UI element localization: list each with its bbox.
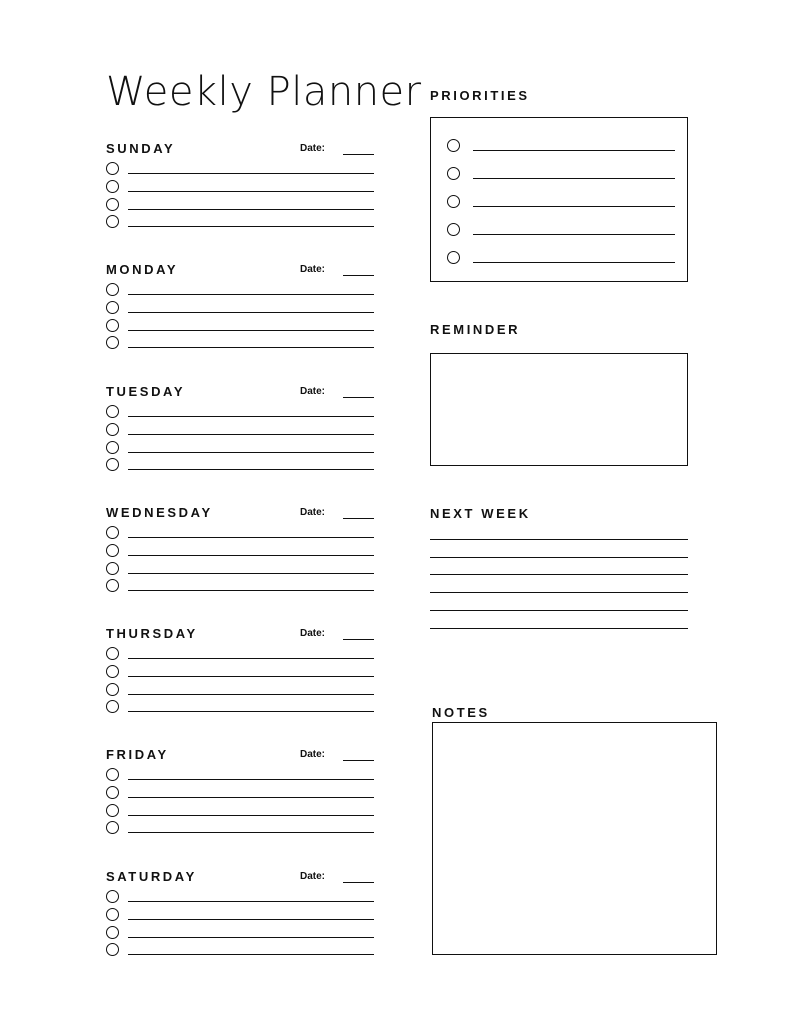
- priority-line[interactable]: [473, 206, 675, 207]
- task-item[interactable]: [106, 821, 374, 837]
- date-field[interactable]: [343, 760, 374, 761]
- day-heading: SUNDAY: [106, 141, 176, 156]
- task-line[interactable]: [128, 676, 374, 677]
- checkbox-circle-icon[interactable]: [106, 162, 119, 175]
- day-heading: WEDNESDAY: [106, 505, 213, 520]
- day-heading: MONDAY: [106, 262, 179, 277]
- checkbox-circle-icon[interactable]: [106, 579, 119, 592]
- task-line[interactable]: [128, 555, 374, 556]
- task-line[interactable]: [128, 312, 374, 313]
- task-item[interactable]: [106, 786, 374, 802]
- day-heading: TUESDAY: [106, 384, 186, 399]
- task-line[interactable]: [128, 797, 374, 798]
- next-week-line[interactable]: [430, 539, 688, 540]
- checkbox-circle-icon[interactable]: [106, 562, 119, 575]
- reminder-box[interactable]: [430, 353, 688, 466]
- task-line[interactable]: [128, 347, 374, 348]
- task-line[interactable]: [128, 226, 374, 227]
- day-section-sunday: [106, 142, 374, 262]
- notes-box[interactable]: [432, 722, 717, 955]
- task-line[interactable]: [128, 919, 374, 920]
- checkbox-circle-icon[interactable]: [106, 423, 119, 436]
- task-item[interactable]: [106, 301, 374, 317]
- checkbox-circle-icon[interactable]: [106, 786, 119, 799]
- next-week-heading: NEXT WEEK: [430, 506, 531, 521]
- checkbox-circle-icon[interactable]: [106, 683, 119, 696]
- checkbox-circle-icon[interactable]: [106, 926, 119, 939]
- checkbox-circle-icon[interactable]: [106, 301, 119, 314]
- checkbox-circle-icon[interactable]: [106, 804, 119, 817]
- checkbox-circle-icon[interactable]: [447, 167, 460, 180]
- checkbox-circle-icon[interactable]: [106, 526, 119, 539]
- task-item[interactable]: [106, 423, 374, 439]
- task-line[interactable]: [128, 832, 374, 833]
- task-line[interactable]: [128, 173, 374, 174]
- task-line[interactable]: [128, 658, 374, 659]
- date-label: Date:: [300, 749, 326, 760]
- date-field[interactable]: [343, 397, 374, 398]
- date-label: Date:: [300, 143, 326, 154]
- task-line[interactable]: [128, 815, 374, 816]
- task-item[interactable]: [106, 700, 374, 716]
- day-section-thursday: [106, 627, 374, 747]
- task-item[interactable]: [106, 665, 374, 681]
- task-item[interactable]: [106, 908, 374, 924]
- checkbox-circle-icon[interactable]: [106, 319, 119, 332]
- task-item[interactable]: [106, 768, 374, 784]
- checkbox-circle-icon[interactable]: [106, 458, 119, 471]
- date-field[interactable]: [343, 518, 374, 519]
- reminder-heading: REMINDER: [430, 322, 521, 337]
- next-week-line[interactable]: [430, 592, 688, 593]
- date-label: Date:: [300, 264, 326, 275]
- checkbox-circle-icon[interactable]: [106, 700, 119, 713]
- checkbox-circle-icon[interactable]: [106, 336, 119, 349]
- task-line[interactable]: [128, 590, 374, 591]
- priority-item[interactable]: [447, 195, 677, 211]
- next-week-line[interactable]: [430, 628, 688, 629]
- day-section-tuesday: [106, 385, 374, 505]
- checkbox-circle-icon[interactable]: [106, 198, 119, 211]
- day-section-monday: [106, 263, 374, 383]
- task-line[interactable]: [128, 209, 374, 210]
- task-item[interactable]: [106, 926, 374, 942]
- date-field[interactable]: [343, 639, 374, 640]
- task-item[interactable]: [106, 319, 374, 335]
- checkbox-circle-icon[interactable]: [106, 283, 119, 296]
- next-week-line[interactable]: [430, 574, 688, 575]
- page-title: Weekly Planner: [106, 69, 422, 115]
- date-label: Date:: [300, 507, 326, 518]
- checkbox-circle-icon[interactable]: [106, 441, 119, 454]
- date-label: Date:: [300, 628, 326, 639]
- task-line[interactable]: [128, 469, 374, 470]
- notes-heading: NOTES: [432, 705, 490, 720]
- task-item[interactable]: [106, 579, 374, 595]
- task-line[interactable]: [128, 711, 374, 712]
- task-line[interactable]: [128, 779, 374, 780]
- checkbox-circle-icon[interactable]: [447, 139, 460, 152]
- checkbox-circle-icon[interactable]: [106, 215, 119, 228]
- day-section-saturday: [106, 870, 374, 990]
- priorities-heading: PRIORITIES: [430, 88, 530, 103]
- priorities-box: [430, 117, 688, 282]
- task-item[interactable]: [106, 804, 374, 820]
- priority-line[interactable]: [473, 178, 675, 179]
- task-line[interactable]: [128, 330, 374, 331]
- checkbox-circle-icon[interactable]: [106, 180, 119, 193]
- task-line[interactable]: [128, 937, 374, 938]
- task-item[interactable]: [106, 283, 374, 299]
- task-item[interactable]: [106, 544, 374, 560]
- checkbox-circle-icon[interactable]: [106, 943, 119, 956]
- task-item[interactable]: [106, 458, 374, 474]
- task-line[interactable]: [128, 434, 374, 435]
- task-line[interactable]: [128, 901, 374, 902]
- priority-item[interactable]: [447, 139, 677, 155]
- checkbox-circle-icon[interactable]: [106, 768, 119, 781]
- checkbox-circle-icon[interactable]: [106, 405, 119, 418]
- checkbox-circle-icon[interactable]: [106, 665, 119, 678]
- task-line[interactable]: [128, 954, 374, 955]
- date-label: Date:: [300, 871, 326, 882]
- date-field[interactable]: [343, 882, 374, 883]
- priority-line[interactable]: [473, 150, 675, 151]
- checkbox-circle-icon[interactable]: [106, 890, 119, 903]
- day-heading: SATURDAY: [106, 869, 197, 884]
- task-line[interactable]: [128, 191, 374, 192]
- priority-item[interactable]: [447, 167, 677, 183]
- priority-item[interactable]: [447, 251, 677, 267]
- task-item[interactable]: [106, 943, 374, 959]
- task-item[interactable]: [106, 336, 374, 352]
- day-heading: THURSDAY: [106, 626, 198, 641]
- task-line[interactable]: [128, 416, 374, 417]
- checkbox-circle-icon[interactable]: [447, 195, 460, 208]
- checkbox-circle-icon[interactable]: [447, 251, 460, 264]
- checkbox-circle-icon[interactable]: [106, 647, 119, 660]
- date-field[interactable]: [343, 275, 374, 276]
- checkbox-circle-icon[interactable]: [106, 544, 119, 557]
- next-week-line[interactable]: [430, 557, 688, 558]
- date-field[interactable]: [343, 154, 374, 155]
- task-item[interactable]: [106, 441, 374, 457]
- checkbox-circle-icon[interactable]: [106, 908, 119, 921]
- task-item[interactable]: [106, 647, 374, 663]
- task-item[interactable]: [106, 683, 374, 699]
- task-item[interactable]: [106, 405, 374, 421]
- task-item[interactable]: [106, 215, 374, 231]
- task-item[interactable]: [106, 162, 374, 178]
- day-section-wednesday: [106, 506, 374, 626]
- priority-item[interactable]: [447, 223, 677, 239]
- next-week-line[interactable]: [430, 610, 688, 611]
- task-line[interactable]: [128, 694, 374, 695]
- priority-line[interactable]: [473, 234, 675, 235]
- checkbox-circle-icon[interactable]: [106, 821, 119, 834]
- priority-line[interactable]: [473, 262, 675, 263]
- task-item[interactable]: [106, 198, 374, 214]
- checkbox-circle-icon[interactable]: [447, 223, 460, 236]
- day-section-friday: [106, 748, 374, 868]
- day-heading: FRIDAY: [106, 747, 169, 762]
- task-line[interactable]: [128, 573, 374, 574]
- task-line[interactable]: [128, 294, 374, 295]
- date-label: Date:: [300, 386, 326, 397]
- task-item[interactable]: [106, 890, 374, 906]
- task-item[interactable]: [106, 180, 374, 196]
- task-item[interactable]: [106, 526, 374, 542]
- task-line[interactable]: [128, 452, 374, 453]
- task-item[interactable]: [106, 562, 374, 578]
- task-line[interactable]: [128, 537, 374, 538]
